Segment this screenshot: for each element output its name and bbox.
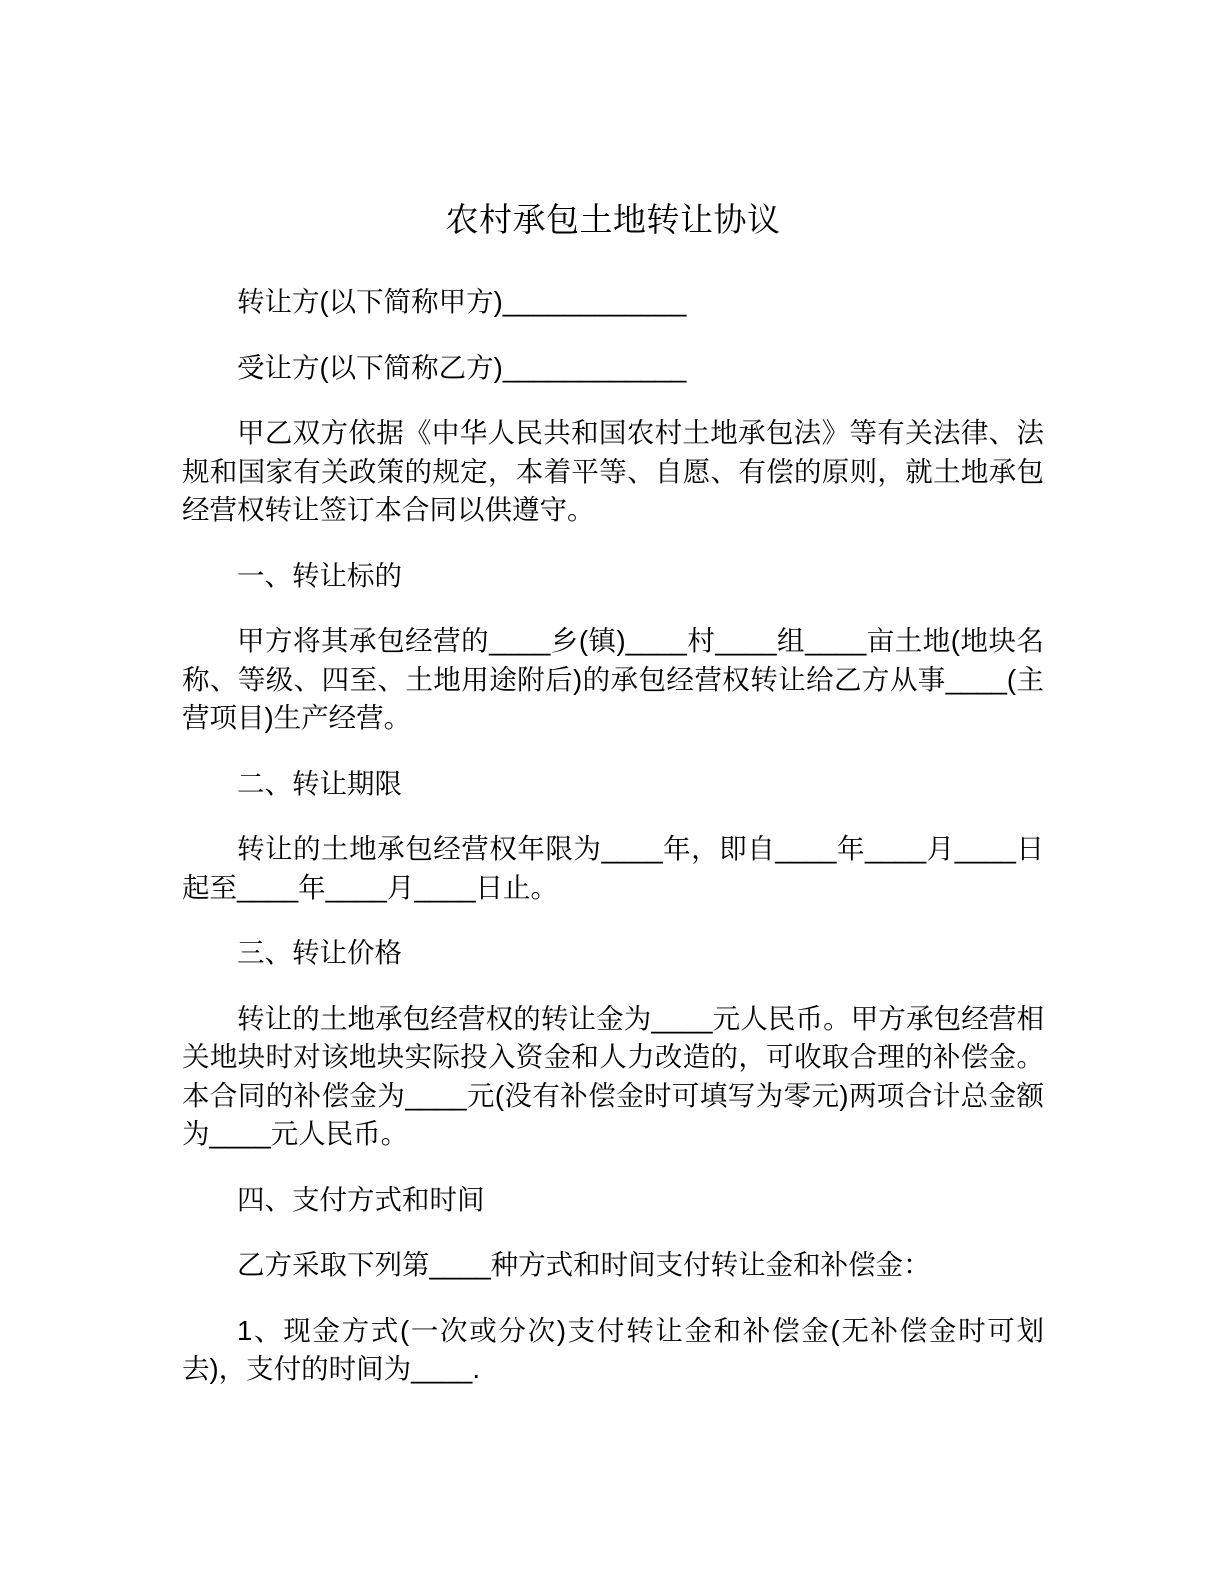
spacer: [182, 907, 1044, 934]
payment-method-item-1: 1、现金方式(一次或分次)支付转让金和补偿金(无补偿金时可划去)，支付的时间为____.: [182, 1314, 1044, 1384]
section-heading-4: 四、支付方式和时间: [237, 1183, 485, 1215]
section-heading-2: 二、转让期限: [237, 767, 402, 799]
spacer: [182, 1285, 1044, 1312]
document-body: [182, 0, 1044, 1389]
section-heading-1: 一、转让标的: [237, 559, 402, 591]
party-transferor-line: 转让方(以下简称甲方)____________: [237, 286, 687, 317]
spacer: [182, 738, 1044, 765]
spacer: [182, 595, 1044, 622]
section-body-4: 乙方采取下列第____种方式和时间支付转让金和补偿金：: [237, 1249, 931, 1280]
spacer: [182, 387, 1044, 414]
spacer: [182, 1154, 1044, 1181]
page-title: 农村承包土地转让协议: [445, 201, 781, 238]
spacer: [182, 530, 1044, 557]
spacer: [182, 240, 1044, 283]
preamble-paragraph: 甲乙双方依据《中华人民共和国农村土地承包法》等有关法律、法规和国家有关政策的规定，本着平等、自愿、有偿的原则，就土地承包经营权转让签订本合同以供遵守。: [182, 417, 1044, 525]
section-heading-3: 三、转让价格: [237, 937, 402, 968]
spacer: [182, 1219, 1044, 1246]
section-body-1: 甲方将其承包经营的____乡(镇)____村____组____亩土地(地块名称、等级、四至、土地用途附后)的承包经营权转让给乙方从事____(主营项目)生产经营。: [182, 625, 1044, 733]
section-body-2: 转让的土地承包经营权年限为____年，即自____年____月____日起至____年____月____日止。: [182, 833, 1044, 903]
section-body-3: 转让的土地承包经营权的转让金为____元人民币。甲方承包经营相关地块时对该地块实际投入资金和人力改造的，可收取合理的补偿金。本合同的补偿金为____元(没有补偿金时可填写为零元)两项合计总金额为____元人民币。: [182, 1002, 1044, 1149]
party-transferee-line: 受让方(以下简称乙方)____________: [237, 351, 687, 383]
spacer: [182, 322, 1044, 349]
spacer: [182, 973, 1044, 1000]
spacer: [182, 803, 1044, 830]
